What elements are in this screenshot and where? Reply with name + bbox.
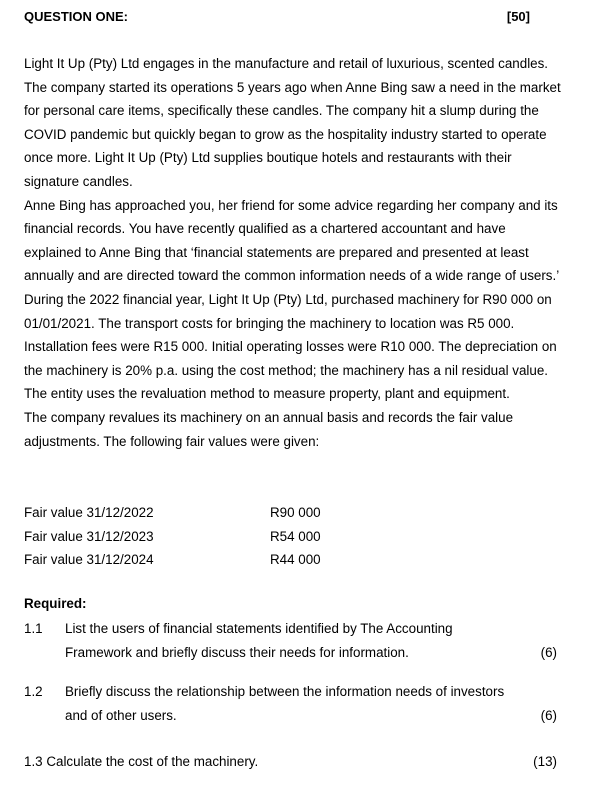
question-text: Briefly discuss the relationship between the information needs of investors and of other users. (65, 684, 505, 723)
fair-value-amount: R54 000 (270, 528, 321, 544)
fair-value-label: Fair value 31/12/2023 (24, 528, 154, 544)
fair-value-amount: R44 000 (270, 552, 321, 568)
question-1-1 (24, 617, 557, 664)
scenario-text (24, 52, 564, 453)
paragraph-advice: Anne Bing has approached you, her friend for some advice regarding her company and its financial records. You have recently qualified as a chartered accountant and have explained to Anne Bing that ‘financial statements are prepared and presented at least annually and are directed toward the common information needs of a wide range of users.’ (24, 197, 560, 284)
fair-value-label: Fair value 31/12/2022 (24, 505, 154, 520)
question-number: 1.2 (24, 684, 43, 699)
paragraph-intro: Light It Up (Pty) Ltd engages in the manufacture and retail of luxurious, scented candles. The company started its operations 5 years ago when Anne Bing saw a need in the market for personal care items, specifically these candles. The company hit a slump during the COVID pandemic but quickly began to grow as the hospitality industry started to operate once more. Light It Up (Pty) Ltd supplies boutique hotels and restaurants with their signature candles. (24, 56, 561, 189)
paragraph-machinery: During the 2022 financial year, Light It Up (Pty) Ltd, purchased machinery for R90 000 on 01/01/2021. The transport costs for bringing the machinery to location was R5 000. Installation fees were R15 000. Initial operating losses were R10 000. The depreciation on the machinery is 20% p.a. using the cost method; the machinery has a nil residual value. The entity uses the revaluation method to measure property, plant and equipment. (24, 291, 557, 402)
fair-value-amount: R90 000 (270, 505, 321, 520)
question-marks: (6) (540, 644, 557, 660)
question-1-2 (24, 680, 557, 727)
fair-value-table (24, 501, 321, 572)
question-text: List the users of financial statements identified by The Accounting Framework and briefly discuss their needs for information. (65, 621, 453, 660)
total-marks: [50] (506, 9, 530, 24)
question-1-3 (24, 750, 557, 774)
paragraph-revaluation: The company revalues its machinery on an annual basis and records the fair value adjustments. The following fair values were given: (24, 409, 514, 449)
question-text: 1.3 Calculate the cost of the machinery. (24, 754, 259, 769)
question-marks: (13) (533, 754, 557, 769)
fair-value-row (24, 548, 321, 572)
question-title: QUESTION ONE: (24, 9, 129, 24)
fair-value-label: Fair value 31/12/2024 (24, 552, 154, 568)
required-heading: Required: (24, 596, 87, 611)
question-number: 1.1 (24, 621, 43, 636)
fair-value-row (24, 525, 321, 549)
question-marks: (6) (540, 707, 557, 723)
fair-value-row (24, 501, 321, 525)
question-header (24, 9, 530, 24)
